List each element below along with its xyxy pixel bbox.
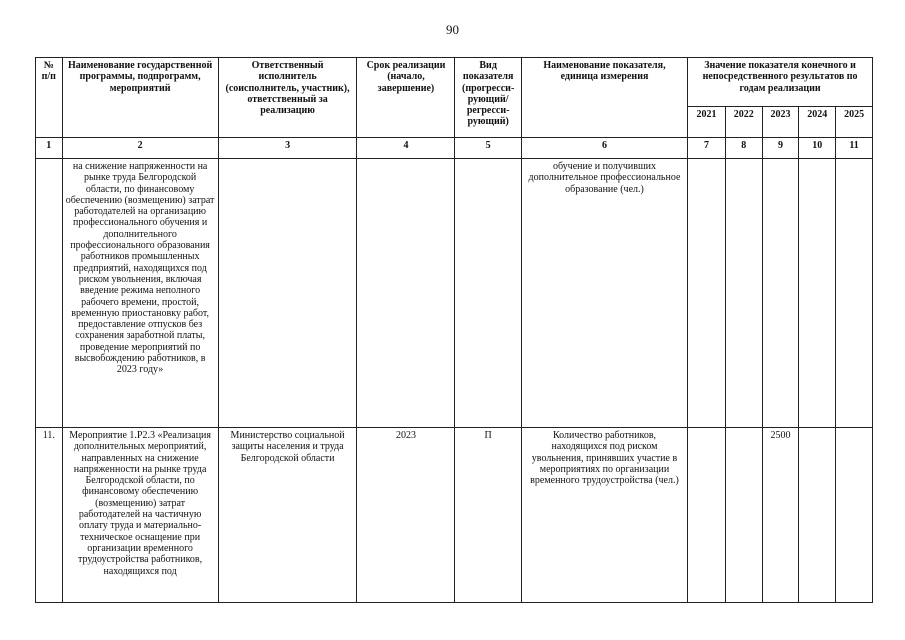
- table-row: [36, 428, 873, 603]
- column-number: 11: [836, 138, 873, 159]
- row-value: [688, 428, 726, 603]
- row-num: [36, 159, 63, 428]
- header-year: 2023: [762, 107, 799, 138]
- column-number: 6: [521, 138, 687, 159]
- row-kind: П: [455, 428, 521, 603]
- column-number: 4: [357, 138, 455, 159]
- header-values-group: Значение показателя конечного и непосредственного результатов по годам реализации: [688, 58, 873, 107]
- column-number: 2: [62, 138, 218, 159]
- column-number: 3: [218, 138, 357, 159]
- row-indicator: обучение и получивших дополнительное профессиональное образование (чел.): [521, 159, 687, 428]
- row-value: [725, 428, 762, 603]
- row-num: 11.: [36, 428, 63, 603]
- row-value: [799, 428, 836, 603]
- header-year: 2024: [799, 107, 836, 138]
- row-value: [836, 428, 873, 603]
- header-executor: Ответственный исполнитель (соисполнитель, участник), ответственный за реализацию: [218, 58, 357, 138]
- table-row: [36, 159, 873, 428]
- header-indicator: Наименование показателя, единица измерения: [521, 58, 687, 138]
- row-executor: [218, 159, 357, 428]
- row-value: [725, 159, 762, 428]
- column-number: 9: [762, 138, 799, 159]
- header-year: 2025: [836, 107, 873, 138]
- column-number: 8: [725, 138, 762, 159]
- row-value: [762, 159, 799, 428]
- column-numbers-row: [36, 138, 873, 159]
- row-indicator: Количество работников, находящихся под риском увольнения, принявших участие в мероприятиях по организации временного трудоустройства (чел.): [521, 428, 687, 603]
- row-value: [799, 159, 836, 428]
- header-year: 2022: [725, 107, 762, 138]
- row-kind: [455, 159, 521, 428]
- column-number: 10: [799, 138, 836, 159]
- page-number: 90: [446, 22, 459, 37]
- header-name: Наименование государственной программы, подпрограмм, мероприятий: [62, 58, 218, 138]
- column-number: 7: [688, 138, 726, 159]
- row-value: [836, 159, 873, 428]
- header-kind: Вид показателя (прогресси-рующий/ регресси-рующий): [455, 58, 521, 138]
- row-period: 2023: [357, 428, 455, 603]
- header-num: № п/п: [36, 58, 63, 138]
- column-number: 5: [455, 138, 521, 159]
- row-value: 2500: [762, 428, 799, 603]
- program-table: [35, 57, 873, 603]
- row-value: [688, 159, 726, 428]
- row-name: на снижение напряженности на рынке труда Белгородской области, по финансовому обеспечению (возмещению) затрат работодателей на организацию профессионального обучения и дополнительного профессионального образования работников промышленных предприятий, находящихся под риском увольнения, включая введение режима неполного рабочего времени, простой, временную приостановку работ, предоставление отпусков без сохранения заработной платы, проведение мероприятий по высвобождению работников, в 2023 году»: [62, 159, 218, 428]
- row-executor: Министерство социальной защиты населения и труда Белгородской области: [218, 428, 357, 603]
- row-name: Мероприятие 1.Р2.3 «Реализация дополнительных мероприятий, направленных на снижение напряженности на рынке труда Белгородской области, по финансовому обеспечению (возмещению) затрат работодателей на частичную оплату труда и материально-техническое оснащение при организации временного трудоустройства работников, находящихся под: [62, 428, 218, 603]
- header-year: 2021: [688, 107, 726, 138]
- row-period: [357, 159, 455, 428]
- header-period: Срок реализации (начало, завершение): [357, 58, 455, 138]
- column-number: 1: [36, 138, 63, 159]
